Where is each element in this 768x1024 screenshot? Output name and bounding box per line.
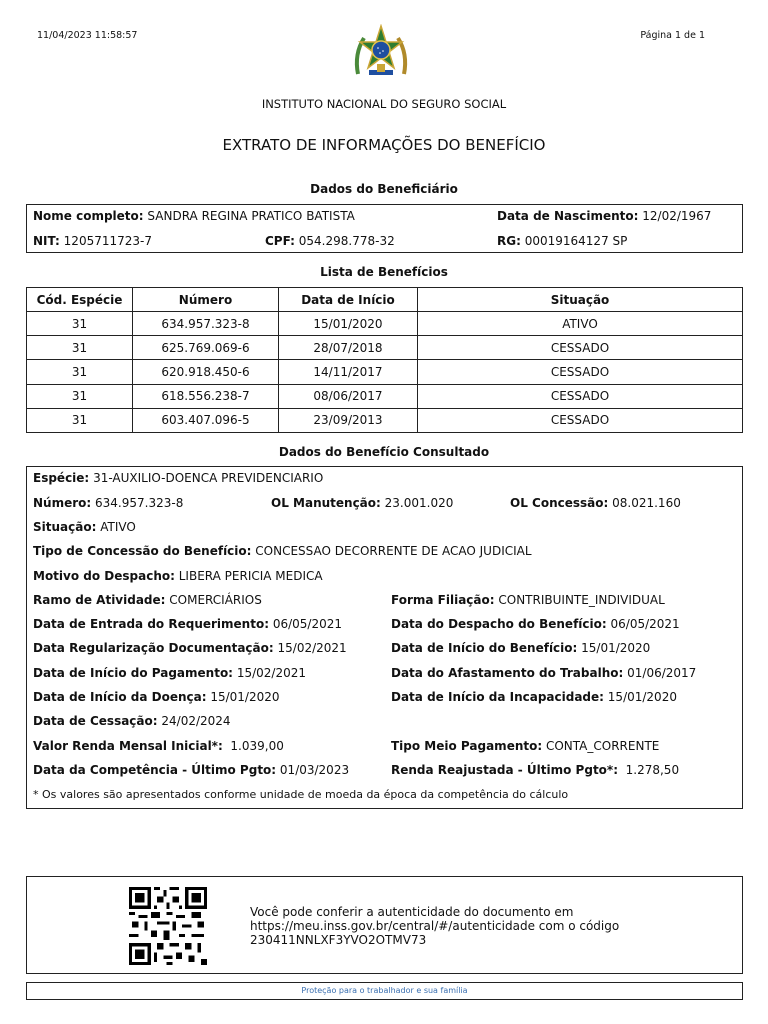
cpf-field: CPF: 054.298.778-32 bbox=[265, 234, 395, 248]
inicio-doenca-field: Data de Início da Doença: 15/01/2020 bbox=[33, 690, 280, 704]
footer-slogan: Proteção para o trabalhador e sua família bbox=[301, 986, 468, 995]
cell-numero: 603.407.096-5 bbox=[133, 408, 279, 432]
cell-situacao: CESSADO bbox=[418, 336, 743, 360]
afastamento-field: Data do Afastamento do Trabalho: 01/06/2017 bbox=[391, 666, 697, 680]
beneficios-table bbox=[26, 287, 743, 433]
nome-field: Nome completo: SANDRA REGINA PRATICO BATISTA bbox=[33, 209, 355, 223]
table-row bbox=[27, 408, 743, 432]
ol-manutencao-field: OL Manutenção: 23.001.020 bbox=[271, 496, 454, 510]
motivo-despacho-field: Motivo do Despacho: LIBERA PERICIA MEDICA bbox=[33, 569, 323, 583]
despacho-beneficio-field: Data do Despacho do Benefício: 06/05/2021 bbox=[391, 617, 680, 631]
cell-especie: 31 bbox=[27, 312, 133, 336]
page-number: Página 1 de 1 bbox=[640, 30, 705, 41]
situacao-field: Situação: ATIVO bbox=[33, 520, 136, 534]
nascimento-field: Data de Nascimento: 12/02/1967 bbox=[497, 209, 712, 223]
competencia-field: Data da Competência - Último Pgto: 01/03/2023 bbox=[33, 763, 350, 777]
cell-data-inicio: 28/07/2018 bbox=[279, 336, 418, 360]
renda-inicial-field: Valor Renda Mensal Inicial*: 1.039,00 bbox=[33, 739, 284, 753]
cell-situacao: CESSADO bbox=[418, 408, 743, 432]
inicio-incapacidade-field: Data de Início da Incapacidade: 15/01/2020 bbox=[391, 690, 677, 704]
forma-filiacao-field: Forma Filiação: CONTRIBUINTE_INDIVIDUAL bbox=[391, 593, 665, 607]
cell-numero: 634.957.323-8 bbox=[133, 312, 279, 336]
consultado-box bbox=[26, 466, 743, 809]
cessacao-field: Data de Cessação: 24/02/2024 bbox=[33, 714, 231, 728]
table-row bbox=[27, 360, 743, 384]
regularizacao-field: Data Regularização Documentação: 15/02/2021 bbox=[33, 641, 347, 655]
cell-especie: 31 bbox=[27, 384, 133, 408]
rg-field: RG: 00019164127 SP bbox=[497, 234, 628, 248]
cell-especie: 31 bbox=[27, 360, 133, 384]
section-title-beneficiario: Dados do Beneficiário bbox=[310, 182, 458, 196]
coat-of-arms-icon bbox=[350, 24, 412, 86]
col-header-numero: Número bbox=[133, 288, 279, 312]
table-header-row bbox=[27, 288, 743, 312]
numero-field: Número: 634.957.323-8 bbox=[33, 496, 184, 510]
table-row bbox=[27, 336, 743, 360]
table-row bbox=[27, 384, 743, 408]
section-title-consultado: Dados do Benefício Consultado bbox=[278, 445, 490, 459]
cell-data-inicio: 23/09/2013 bbox=[279, 408, 418, 432]
autenticidade-url: https://meu.inss.gov.br/central/#/autenticidade com o código bbox=[250, 919, 620, 933]
cell-situacao: CESSADO bbox=[418, 384, 743, 408]
section-title-lista: Lista de Benefícios bbox=[320, 265, 448, 279]
cell-data-inicio: 08/06/2017 bbox=[279, 384, 418, 408]
valores-note: * Os valores são apresentados conforme unidade de moeda da época da competência do cálculo bbox=[33, 788, 569, 801]
autenticidade-code: 230411NNLXF3YVO2OTMV73 bbox=[250, 933, 427, 947]
ol-concessao-field: OL Concessão: 08.021.160 bbox=[510, 496, 681, 510]
qr-code-icon bbox=[128, 887, 208, 965]
cell-data-inicio: 14/11/2017 bbox=[279, 360, 418, 384]
beneficiario-box bbox=[26, 204, 743, 253]
cell-situacao: CESSADO bbox=[418, 360, 743, 384]
nit-field: NIT: 1205711723-7 bbox=[33, 234, 152, 248]
cell-numero: 620.918.450-6 bbox=[133, 360, 279, 384]
cell-numero: 625.769.069-6 bbox=[133, 336, 279, 360]
inicio-pagamento-field: Data de Início do Pagamento: 15/02/2021 bbox=[33, 666, 306, 680]
cell-numero: 618.556.238-7 bbox=[133, 384, 279, 408]
entrada-requerimento-field: Data de Entrada do Requerimento: 06/05/2021 bbox=[33, 617, 342, 631]
institution-name: INSTITUTO NACIONAL DO SEGURO SOCIAL bbox=[261, 97, 507, 111]
cell-situacao: ATIVO bbox=[418, 312, 743, 336]
cell-especie: 31 bbox=[27, 336, 133, 360]
ramo-atividade-field: Ramo de Atividade: COMERCIÁRIOS bbox=[33, 593, 262, 607]
tipo-concessao-field: Tipo de Concessão do Benefício: CONCESSAO DECORRENTE DE ACAO JUDICIAL bbox=[33, 544, 532, 558]
col-header-data-inicio: Data de Início bbox=[279, 288, 418, 312]
meio-pagamento-field: Tipo Meio Pagamento: CONTA_CORRENTE bbox=[391, 739, 660, 753]
footer-box bbox=[26, 982, 743, 1000]
print-datetime: 11/04/2023 11:58:57 bbox=[37, 30, 138, 41]
col-header-especie: Cód. Espécie bbox=[27, 288, 133, 312]
cell-data-inicio: 15/01/2020 bbox=[279, 312, 418, 336]
col-header-situacao: Situação bbox=[418, 288, 743, 312]
table-row bbox=[27, 312, 743, 336]
especie-field: Espécie: 31-AUXILIO-DOENCA PREVIDENCIARIO bbox=[33, 471, 324, 485]
autenticidade-text: Você pode conferir a autenticidade do documento em https://meu.inss.gov.br/central/#/autenticidade com o código 230411NNLXF3YVO2OTMV73 bbox=[250, 905, 620, 947]
document-title: EXTRATO DE INFORMAÇÕES DO BENEFÍCIO bbox=[222, 136, 546, 154]
inicio-beneficio-field: Data de Início do Benefício: 15/01/2020 bbox=[391, 641, 651, 655]
renda-reajustada-field: Renda Reajustada - Último Pgto*: 1.278,50 bbox=[391, 763, 680, 777]
cell-especie: 31 bbox=[27, 408, 133, 432]
